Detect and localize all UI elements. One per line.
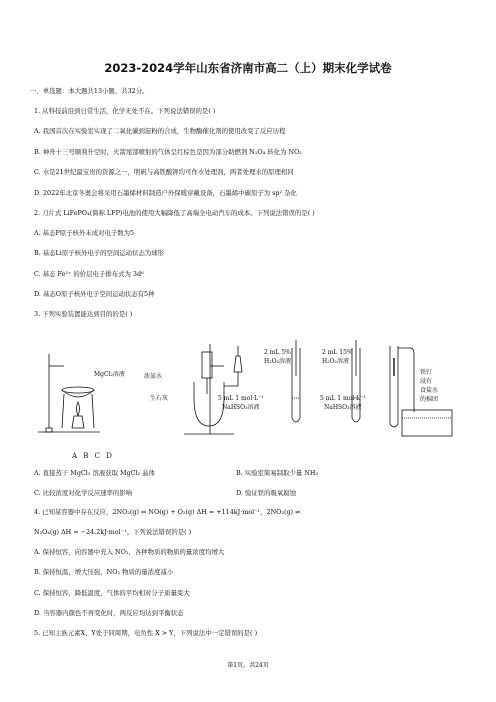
q2-option-d: D. 基态O原子核外电子空间运动状态有5种: [34, 290, 155, 298]
q2-option-c: C. 基态 Fe²⁺ 的价层电子排布式为 3d⁶: [34, 270, 144, 278]
h2o2-15-percent-label: 2 mL 15%: [322, 349, 353, 356]
mgcl2-label: MgCl₂溶液: [94, 371, 125, 378]
h2o2-label-left: H₂O₂溶液: [264, 358, 291, 365]
cotton-label: 的棉团: [420, 396, 439, 403]
lime-label: 生石灰: [150, 395, 169, 402]
q3-option-c: C. 比较浓度对化学反应速率的影响: [34, 489, 133, 497]
q3-figure-letters: A B C D: [72, 452, 114, 460]
iron-nail-label: 铁钉: [420, 369, 433, 376]
q4-option-b: B. 保持恒温，增大压强，NO₂ 物质的量浓度减小: [34, 568, 174, 576]
q3-option-a: A. 直接蒸干 MgCl₂ 溶液获取 MgCl₂ 晶体: [34, 469, 155, 477]
h2o2-5-percent-label: 2 mL 5%: [264, 349, 291, 356]
h2o2-label-right: H₂O₂溶液: [322, 358, 349, 365]
soaked-label: 浸有: [420, 378, 433, 385]
q5-stem: 5. 已知主族元素X、Y处于同周期，电负性 X > Y，下列说法中一定错误的是( ): [34, 629, 258, 637]
nahso3-label-right: NaHSO₃溶液: [324, 404, 362, 411]
nahso3-conc-right: 5 mL 1 mol·L⁻¹: [320, 395, 366, 402]
q4-option-a: A. 保持恒容，向容器中充入 NO₂，各种物质的物质的量浓度均增大: [34, 548, 225, 556]
q4-stem-line1: 4. 已知某容器中存在反应，2NO₂(g) ⇌ NO(g) + O₂(g) ΔH = +114kJ·mol⁻¹，2NO₂(g) ⇌: [34, 508, 301, 516]
q2-stem: 2. 刀片式 LiFePO₄(简称 LFP)电池的使用大幅降低了高端全电动汽车的成本。下列说法错误的是( ): [34, 209, 315, 217]
q1-option-a: A. 我国首次在实验室实现了二氧化碳到淀粉的合成，生物酶催化剂的使用改变了反应历程: [34, 127, 286, 135]
q2-option-b: B. 基态Li原子核外电子的空间运动状态为球形: [34, 249, 165, 257]
q3-option-b: B. 实验室简易制取少量 NH₃: [236, 469, 319, 477]
ammonia-label: 浓氨水: [144, 373, 163, 380]
q1-option-b: B. 神舟十三号顺利升空时，火箭尾部喷射的气体呈红棕色是因为部分助燃剂 N₂O₄ 转化为 NO₂: [34, 148, 302, 156]
q2-option-a: A. 基态P原子核外未成对电子数为5: [34, 229, 135, 237]
exam-title: 2023-2024学年山东省济南市高二（上）期末化学试卷: [104, 61, 392, 75]
evaporation-apparatus: [38, 354, 100, 432]
q3-apparatus-figure: [34, 336, 464, 442]
q4-option-c: C. 保持恒容，降低温度，气体的平均相对分子质量变大: [34, 589, 190, 597]
page-footer: 第1页，共24页: [227, 662, 269, 669]
nahso3-label-left: NaHSO₃溶液: [222, 404, 260, 411]
q1-option-d: D. 2022年北京冬奥会将采用石墨烯材料制造户外保暖穿戴设备，石墨烯中碳原子为 sp² 杂化: [34, 189, 297, 197]
q3-option-d: D. 验证铁的吸氧腐蚀: [236, 489, 297, 497]
q4-option-d: D. 当容器内颜色不再变化时，两反应均达到平衡状态: [34, 609, 184, 617]
nahso3-conc-left: 5 mL 1 mol·L⁻¹: [218, 395, 264, 402]
ammonia-apparatus: [184, 344, 242, 434]
apparatus-diagram: [34, 336, 464, 442]
q1-option-c: C. 水是21世纪最宝贵的资源之一，明矾与高铁酸钾均可作水处理剂，两者处理水的原理相同: [34, 168, 294, 176]
section-heading: 一、单选题：本大题共13小题，共32分。: [30, 87, 149, 95]
q3-stem: 3. 下列实验装置能达到目的的是( ): [34, 310, 133, 318]
q4-stem-line2: N₂O₄(g) ΔH = −24.2kJ·mol⁻¹。下列说法错误的是( ): [34, 528, 192, 536]
saltwater-label: 食盐水: [420, 387, 439, 394]
q1-stem: 1. 从科技前沿到日常生活，化学无处不在。下列说法错误的是( ): [34, 107, 216, 115]
